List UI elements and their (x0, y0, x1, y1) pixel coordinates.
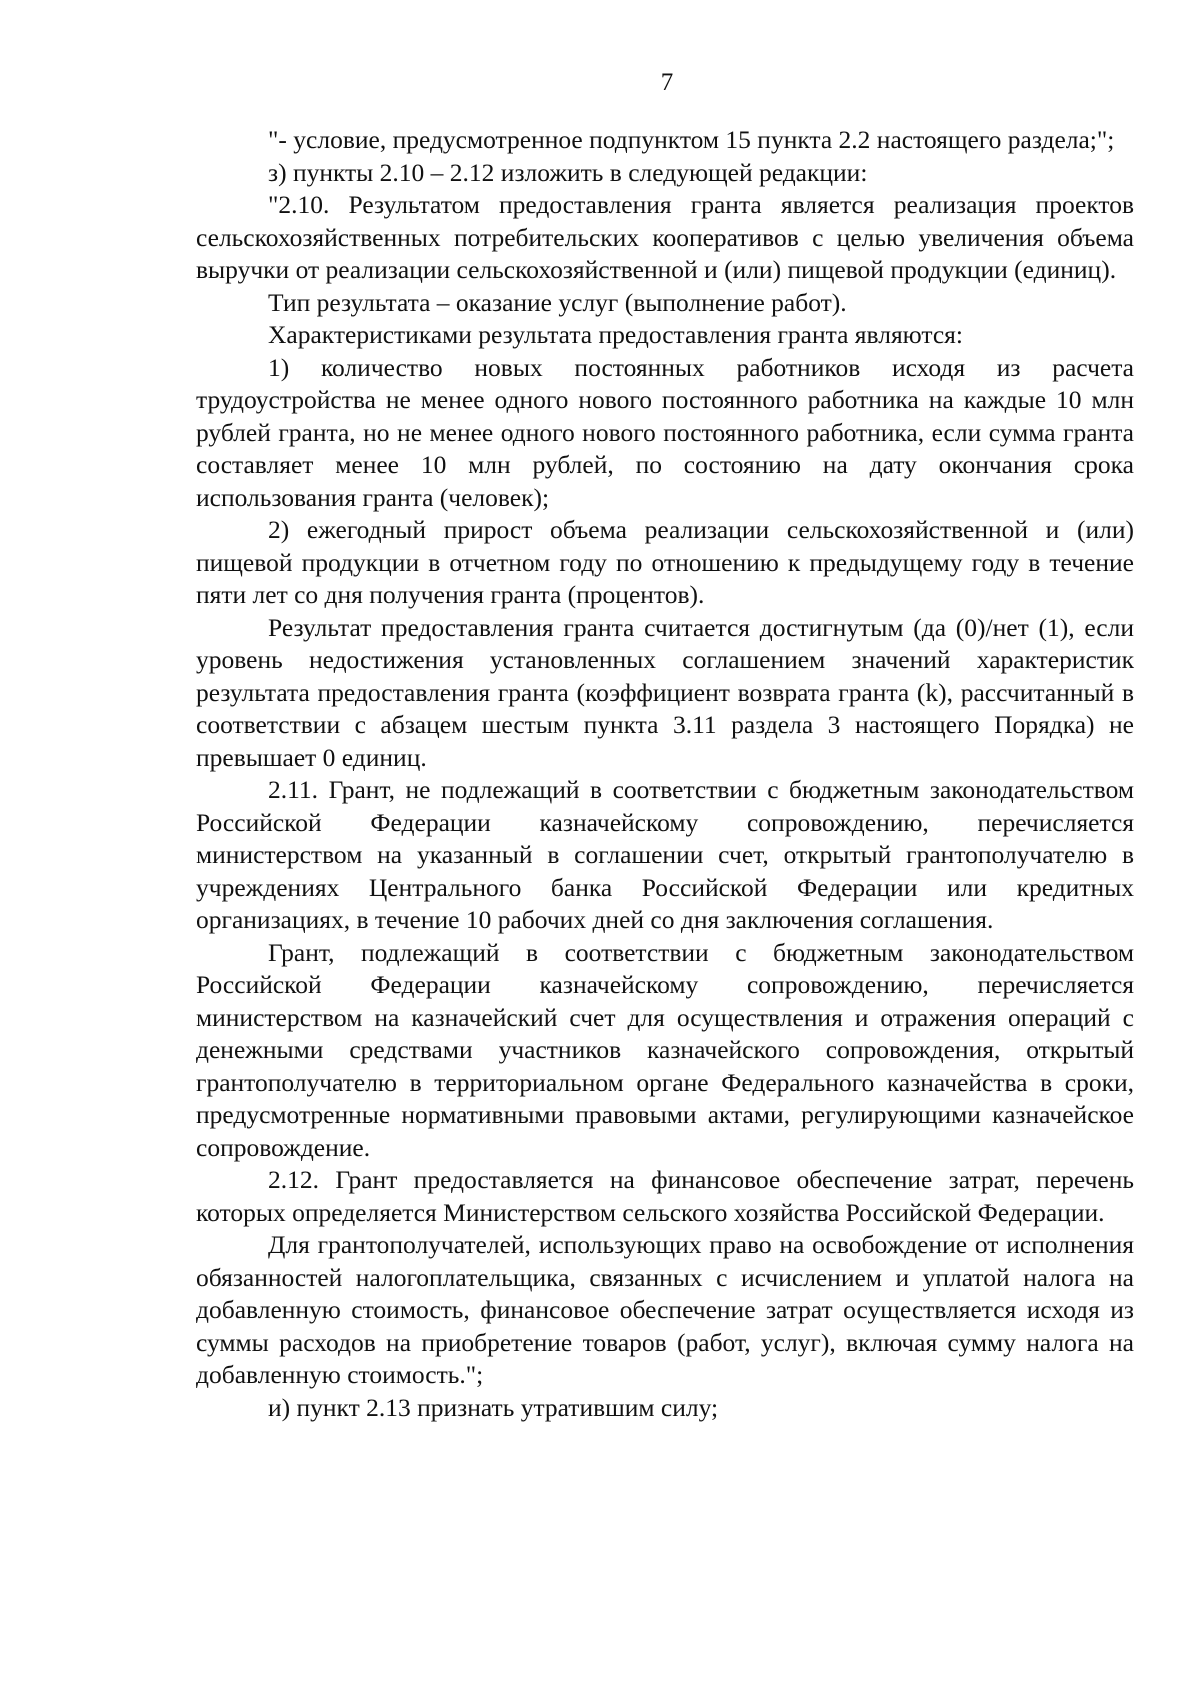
paragraph-result-achieved: Результат предоставления гранта считается достигнутым (да (0)/нет (1), если уровень недостижения установленных соглашением значений характеристик результата предоставления гранта (коэффициент возврата гранта (k), рассчитанный в соответствии с абзацем шестым пункта 3.11 раздела 3 настоящего Порядка) не превышает 0 единиц. (196, 612, 1134, 772)
paragraph-treasury-support: Грант, подлежащий в соответствии с бюджетным законодательством Российской Федерации казначейскому сопровождению, перечисляется министерством на казначейский счет для осуществления и отражения операций с денежными средствами участников казначейского сопровождения, открытый грантополучателю в территориальном органе Федерального казначейства в сроки, предусмотренные нормативными правовыми актами, регулирующими казначейское сопровождение. (196, 937, 1134, 1162)
paragraph-vat-exemption: Для грантополучателей, использующих право на освобождение от исполнения обязанностей налогоплательщика, связанных с исчислением и уплатой налога на добавленную стоимость, финансовое обеспечение затрат осуществляется исходя из суммы расходов на приобретение товаров (работ, услуг), включая сумму налога на добавленную стоимость."; (196, 1230, 1134, 1389)
page-number: 7 (660, 69, 674, 96)
document-body (196, 124, 1134, 1424)
paragraph-condition-clause: "- условие, предусмотренное подпунктом 15 пункта 2.2 настоящего раздела;"; (268, 125, 1115, 154)
paragraph-characteristic-1: 1) количество новых постоянных работников исходя из расчета трудоустройства не менее одного нового постоянного работника на каждые 10 млн рублей гранта, но не менее одного нового постоянного работника, если сумма гранта составляет менее 10 млн рублей, по состоянию на дату окончания срока использования гранта (человек); (196, 352, 1134, 512)
paragraph-amendment-i: и) пункт 2.13 признать утратившим силу; (268, 1392, 719, 1422)
paragraph-result-characteristics: Характеристиками результата предоставления гранта являются: (268, 320, 963, 349)
paragraph-amendment-z: з) пункты 2.10 – 2.12 изложить в следующей редакции: (268, 157, 868, 187)
paragraph-2-10-result: "2.10. Результатом предоставления гранта является реализация проектов сельскохозяйственных потребительских кооперативов с целью увеличения объема выручки от реализации сельскохозяйственной и (или) пищевой продукции (единиц). (196, 190, 1134, 284)
paragraph-2-12-financing: 2.12. Грант предоставляется на финансовое обеспечение затрат, перечень которых определяется Министерством сельского хозяйства Российской Федерации. (196, 1165, 1134, 1227)
paragraph-2-11-grant-transfer: 2.11. Грант, не подлежащий в соответствии с бюджетным законодательством Российской Федерации казначейскому сопровождению, перечисляется министерством на указанный в соглашении счет, открытый грантополучателю в учреждениях Центрального банка Российской Федерации или кредитных организациях, в течение 10 рабочих дней со дня заключения соглашения. (196, 775, 1134, 934)
paragraph-result-type: Тип результата – оказание услуг (выполнение работ). (268, 287, 847, 317)
paragraph-characteristic-2: 2) ежегодный прирост объема реализации сельскохозяйственной и (или) пищевой продукции в отчетном году по отношению к предыдущему году в течение пяти лет со дня получения гранта (процентов). (196, 515, 1134, 609)
